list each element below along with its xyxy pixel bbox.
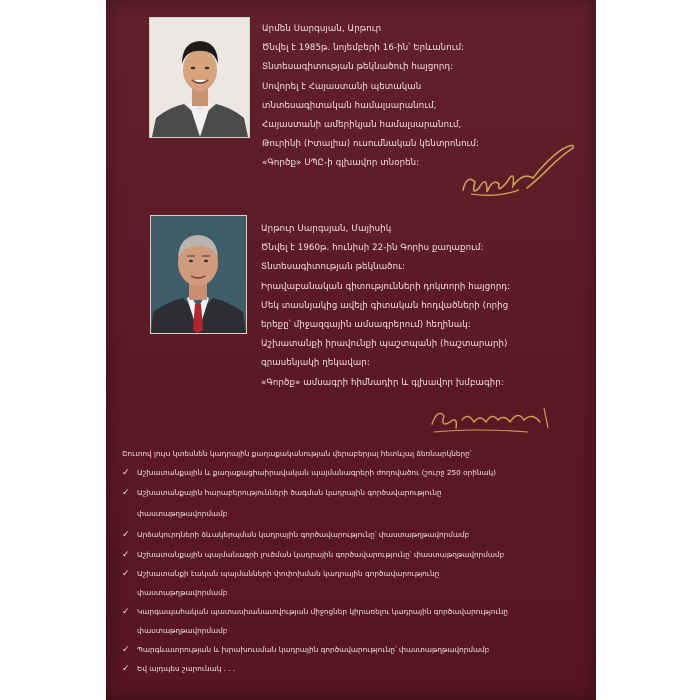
list-item: ✓ Արձակուրդների ձևակերպման կադրային գործավարությունը՝ փաստաթղթավորմամբ	[122, 530, 470, 540]
list-item: ✓ Աշխատանքի էական պայմանների փոփոխման կադրային գործավարությունը	[122, 569, 440, 579]
list-item-continuation: փաստաթղթավորմամբ	[137, 588, 228, 597]
list-item: ✓ Աշխատանքային և քաղաքացիաիրավական պայմանագրերի ժողովածու (շուրջ 250 օրինակ)	[122, 468, 497, 478]
author1-photo	[149, 17, 250, 138]
checkmark-icon: ✓	[122, 569, 130, 579]
author2-name: Արթուր Սարգսյան, Մայիսիկ	[261, 224, 392, 234]
author1-bio-line: «Գործք» ՍՊԸ-ի գլխավոր տնօրեն:	[262, 158, 420, 169]
author2-bio	[261, 220, 566, 393]
author1-bio-line: Սովորել է Հայաստանի պետական	[262, 81, 422, 92]
author1-bio-line: Թուրինի (Իտալիա) ուսումնական կենտրոնում:	[262, 139, 479, 150]
checkmark-icon: ✓	[122, 607, 130, 617]
checkmark-icon: ✓	[122, 550, 130, 560]
list-item-continuation: փաստաթղթավորմամբ	[137, 626, 228, 635]
author2-bio-line: Իրավաբանական գիտությունների դոկտորի հայցորդ:	[261, 281, 511, 292]
author2-signature	[428, 398, 554, 438]
checkmark-icon: ✓	[122, 664, 130, 674]
list-item: ✓ Եվ այդպես շարունակ . . .	[122, 664, 236, 674]
author1-bio-line: Հայաստանի ամերիկյան համալսարանում,	[262, 120, 462, 131]
checkmark-icon: ✓	[122, 645, 130, 655]
list-intro: Շուտով լույս կտեսնեն կադրային քաղաքականության վերաբերյալ հետևյալ ձեռնարկները՝	[122, 449, 472, 458]
author1-signature	[457, 138, 579, 208]
author1-bio-line: տնտեսագիտական համալսարանում,	[262, 100, 437, 111]
checkmark-icon: ✓	[122, 488, 130, 498]
list-item: ✓ Կարգապահական պատասխանատվության միջոցներ կիրառելու կադրային գործավարությունը	[122, 607, 508, 617]
checkmark-icon: ✓	[122, 468, 130, 478]
author2-bio-line: Ծնվել է 1960թ. հունիսի 22-ին Գորիս քաղաքում:	[261, 243, 484, 254]
author2-photo	[150, 215, 247, 334]
author2-bio-line: գրասենյակի ղեկավար:	[261, 358, 370, 369]
checkmark-icon: ✓	[122, 530, 130, 540]
list-item: ✓ Աշխատանքային հարաբերությունների ծագման կադրային գործավարությունը	[122, 488, 442, 498]
author1-bio-line: Ծնվել է 1985թ. նոյեմբերի 16-ին՝ Երևանում:	[262, 43, 465, 54]
author2-bio-line: Աշխատանքի իրավունքի պաշտպանի (հաշտարարի)	[261, 339, 508, 350]
author2-bio-line: Մեկ տասնյակից ավելի գիտական հոդվածների (որից	[261, 300, 509, 311]
author2-bio-line: «Գործք» ամսագրի հիմնադիր և գլխավոր խմբագիր:	[261, 377, 504, 388]
list-item: ✓ Աշխատանքային պայմանագրի լուծման կադրային գործավարությունը՝ փաստաթղթավորմամբ	[122, 550, 505, 560]
author2-bio-line: Տնտեսագիտության թեկնածու:	[261, 262, 405, 273]
list-item: ✓ Պարգևատրության և խրախուսման կադրային գործավարությունը՝ փաստաթղթավորմամբ	[122, 645, 490, 655]
author2-bio-line: երեքը՝ միջազգային ամսագրերում) հեղինակ:	[261, 320, 471, 331]
author1-name: Արմեն Սարգսյան, Արթուր	[262, 24, 382, 34]
list-item-continuation: փաստաթղթավորմամբ	[137, 509, 228, 518]
author1-bio-line: Տնտեսագիտության թեկնածուի հայցորդ:	[262, 62, 454, 73]
